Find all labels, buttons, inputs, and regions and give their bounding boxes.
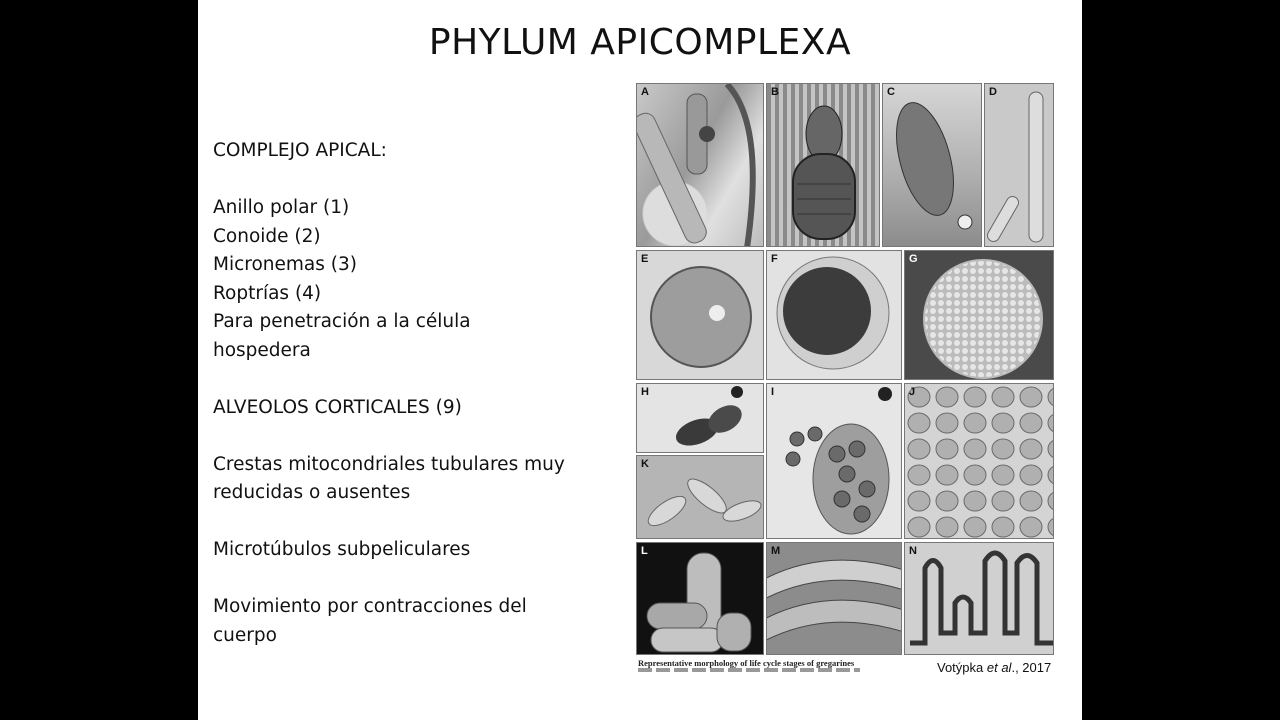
panel-label: F <box>771 253 778 265</box>
panel-m-image <box>767 543 902 655</box>
text-line: Movimiento por contracciones del <box>213 596 527 617</box>
panel-k <box>636 455 764 539</box>
panel-a <box>636 83 764 247</box>
text-line: Roptrías (4) <box>213 282 322 304</box>
text-line: hospedera <box>213 339 311 361</box>
panel-label: K <box>641 458 649 470</box>
panel-label: A <box>641 86 649 98</box>
credit-author: Votýpka <box>937 660 987 675</box>
panel-b <box>766 83 880 247</box>
text-line: Micronemas (3) <box>213 254 357 275</box>
panel-e-image <box>637 251 764 380</box>
panel-h <box>636 383 764 453</box>
panel-e <box>636 250 764 380</box>
panel-n-image <box>905 543 1054 655</box>
text-line: Conoide (2) <box>213 225 321 247</box>
panel-c <box>882 83 982 247</box>
panel-d <box>984 83 1054 247</box>
panel-i-image <box>767 384 902 539</box>
panel-label: H <box>641 386 649 398</box>
text-line: Anillo polar (1) <box>213 197 350 218</box>
panel-label: E <box>641 253 649 265</box>
panel-label: C <box>887 86 895 98</box>
micrograph-figure <box>636 83 1056 675</box>
figure-caption: Representative morphology of life cycle stages of gregarines <box>638 658 855 668</box>
panel-d-image <box>985 84 1054 247</box>
panel-label: J <box>909 386 916 398</box>
blank-line <box>213 365 593 394</box>
text-line: Para penetración a la célula <box>213 311 471 332</box>
panel-c-image <box>883 84 982 247</box>
text-line: Microtúbulos subpeliculares <box>213 539 471 560</box>
panel-f-image <box>767 251 902 380</box>
panel-label: I <box>771 386 775 398</box>
slide-title: PHYLUM APICOMPLEXA <box>428 22 852 63</box>
panel-label: B <box>771 86 779 98</box>
panel-b-image <box>767 84 880 247</box>
panel-g-image <box>905 251 1054 380</box>
figure-caption-blurred-line <box>638 668 860 672</box>
panel-label: G <box>909 253 918 265</box>
panel-g <box>904 250 1054 380</box>
figure-credit <box>937 660 1051 675</box>
text-line: Crestas mitocondriales tubulares muy <box>213 453 565 475</box>
blank-line <box>213 166 593 195</box>
panel-f <box>766 250 902 380</box>
slide <box>198 0 1082 720</box>
credit-etal: et al <box>986 660 1012 675</box>
text-line: ALVEOLOS CORTICALES (9) <box>213 396 462 418</box>
panel-i <box>766 383 902 539</box>
panel-h-image <box>637 384 764 453</box>
panel-label: N <box>909 545 917 557</box>
blank-line <box>213 508 593 537</box>
panel-label: L <box>641 545 648 557</box>
panel-j <box>904 383 1054 539</box>
panel-l-image <box>637 543 764 655</box>
panel-m <box>766 542 902 655</box>
panel-n <box>904 542 1054 655</box>
panel-l <box>636 542 764 655</box>
blank-line <box>213 422 593 451</box>
panel-j-image <box>905 384 1054 539</box>
text-line: COMPLEJO APICAL: <box>213 140 387 161</box>
text-line: reducidas o ausentes <box>213 482 411 503</box>
bullet-text <box>213 137 593 650</box>
panel-k-image <box>637 456 764 539</box>
panel-label: M <box>771 545 781 557</box>
panel-label: D <box>989 86 997 98</box>
blank-line <box>213 565 593 594</box>
panel-a-image <box>637 84 764 247</box>
credit-year: ., 2017 <box>1011 660 1052 675</box>
text-line: cuerpo <box>213 624 277 646</box>
